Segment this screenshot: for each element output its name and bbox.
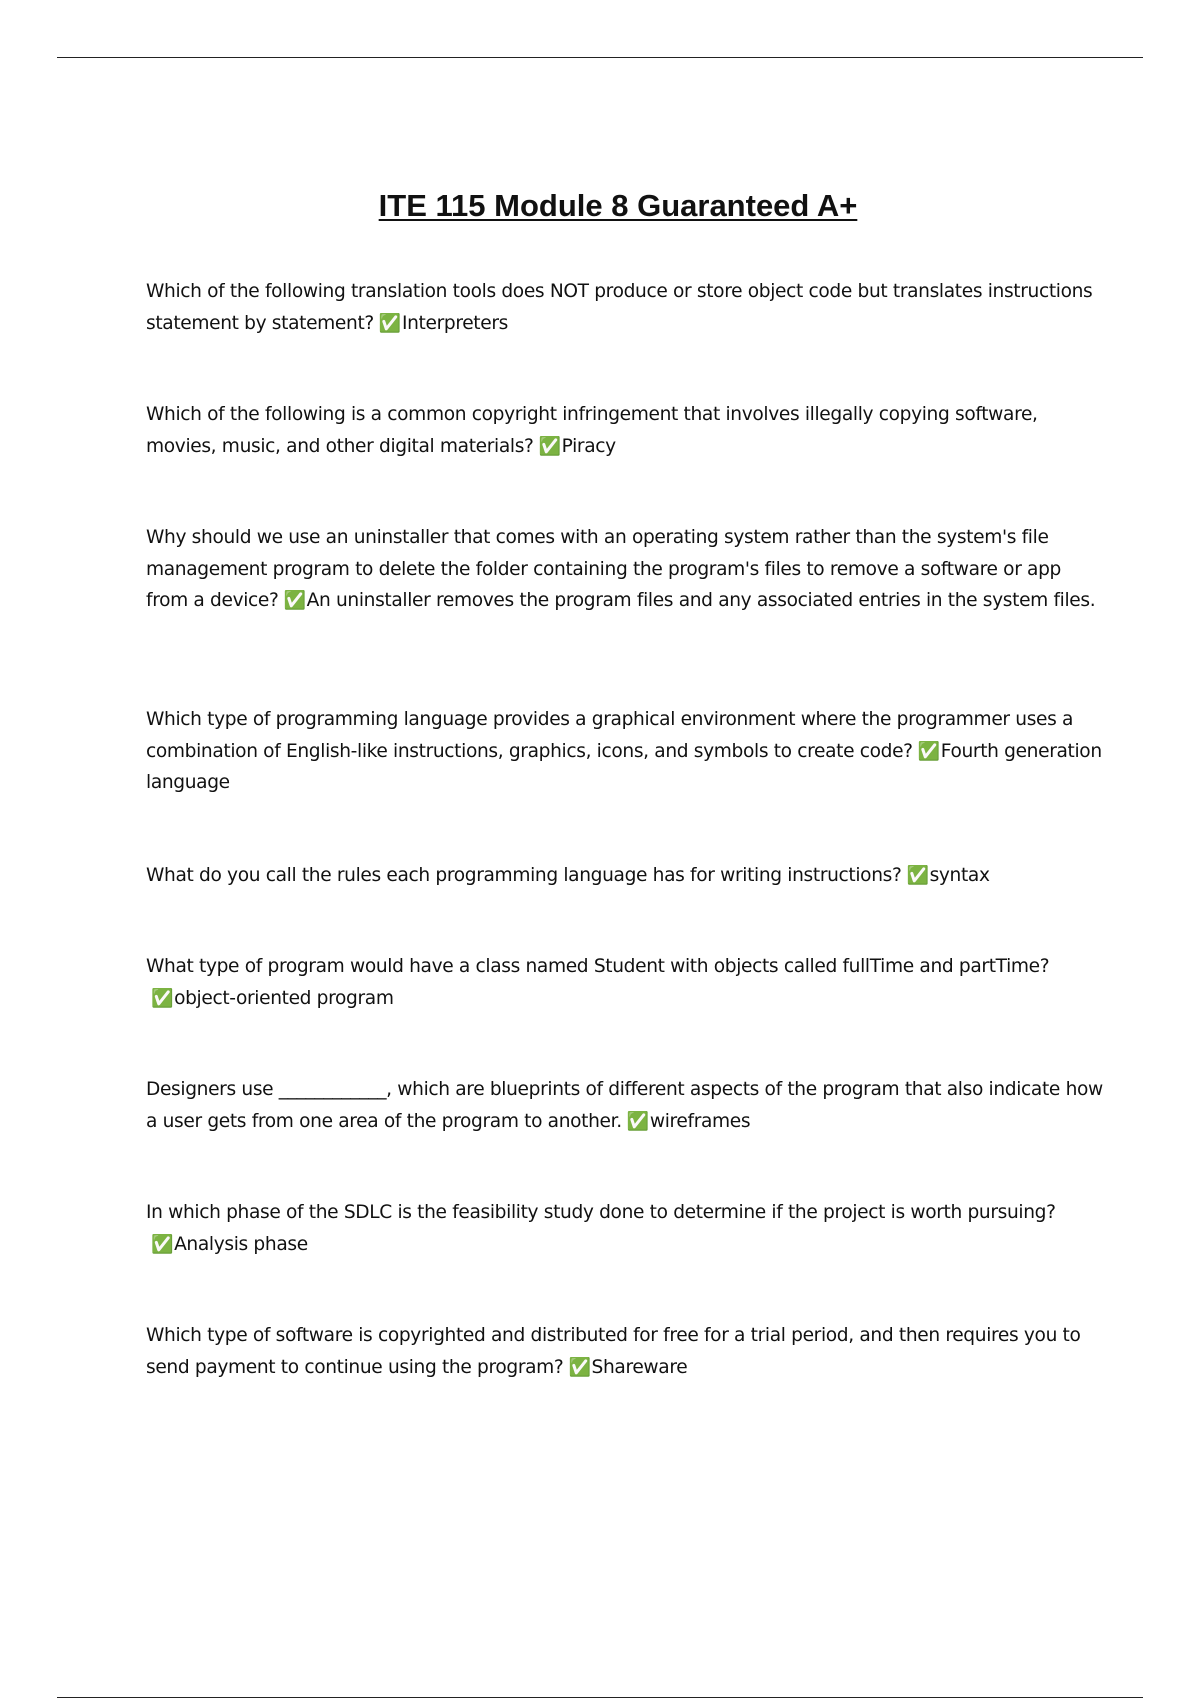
qa-item-4 <box>146 704 1106 799</box>
answer-text: object-oriented program <box>174 987 394 1009</box>
footer-rule <box>57 1697 1143 1698</box>
question-text: What type of program would have a class named Student with objects called fullTime and partTime? <box>146 956 1050 977</box>
qa-item-2 <box>146 399 1106 462</box>
question-text: Which type of programming language provides a graphical environment where the programmer uses a combination of English-like instructions, graphics, icons, and symbols to create code? <box>146 709 1074 762</box>
question-text: Designers use ____________, which are blueprints of different aspects of the program that also indicate how a user gets from one area of the program to another. <box>146 1079 1103 1132</box>
question-text: What do you call the rules each programming language has for writing instructions? <box>146 865 902 886</box>
question-text: Why should we use an uninstaller that comes with an operating system rather than the system's file management program to delete the folder containing the program's files to remove a software or app from a device? <box>146 527 1062 611</box>
document-title: ITE 115 Module 8 Guaranteed A+ <box>378 188 858 223</box>
check-icon: ✅ <box>568 1356 591 1378</box>
answer-text: Analysis phase <box>174 1233 308 1255</box>
qa-item-6 <box>146 951 1106 1014</box>
qa-item-1 <box>146 276 1106 339</box>
answer-text: Interpreters <box>401 312 508 334</box>
qa-item-9 <box>146 1320 1106 1383</box>
question-text: Which type of software is copyrighted and distributed for free for a trial period, and then requires you to send payment to continue using the program? <box>146 1325 1081 1378</box>
answer-text: Piracy <box>561 435 616 457</box>
answer-text: wireframes <box>649 1110 751 1132</box>
qa-item-8 <box>146 1197 1106 1260</box>
check-icon: ✅ <box>151 1233 174 1255</box>
check-icon: ✅ <box>151 987 174 1009</box>
check-icon: ✅ <box>283 590 306 611</box>
question-text: In which phase of the SDLC is the feasibility study done to determine if the project is worth pursuing? <box>146 1202 1056 1223</box>
check-icon: ✅ <box>906 865 929 886</box>
check-icon: ✅ <box>378 312 401 334</box>
answer-text: An uninstaller removes the program files and any associated entries in the system files. <box>306 590 1096 611</box>
check-icon: ✅ <box>538 435 561 457</box>
question-text: Which of the following is a common copyright infringement that involves illegally copying software, movies, music, and other digital materials? <box>146 404 1038 457</box>
answer-text: syntax <box>929 865 990 886</box>
question-text: Which of the following translation tools does NOT produce or store object code but translates instructions statement by statement? <box>146 281 1093 334</box>
answer-text: Shareware <box>591 1356 688 1378</box>
check-icon: ✅ <box>917 740 940 762</box>
qa-item-3 <box>146 522 1106 617</box>
answer-text: Fourth generation language <box>146 740 1102 793</box>
qa-item-7 <box>146 1074 1106 1137</box>
check-icon: ✅ <box>626 1110 649 1132</box>
qa-item-5 <box>146 860 1106 892</box>
